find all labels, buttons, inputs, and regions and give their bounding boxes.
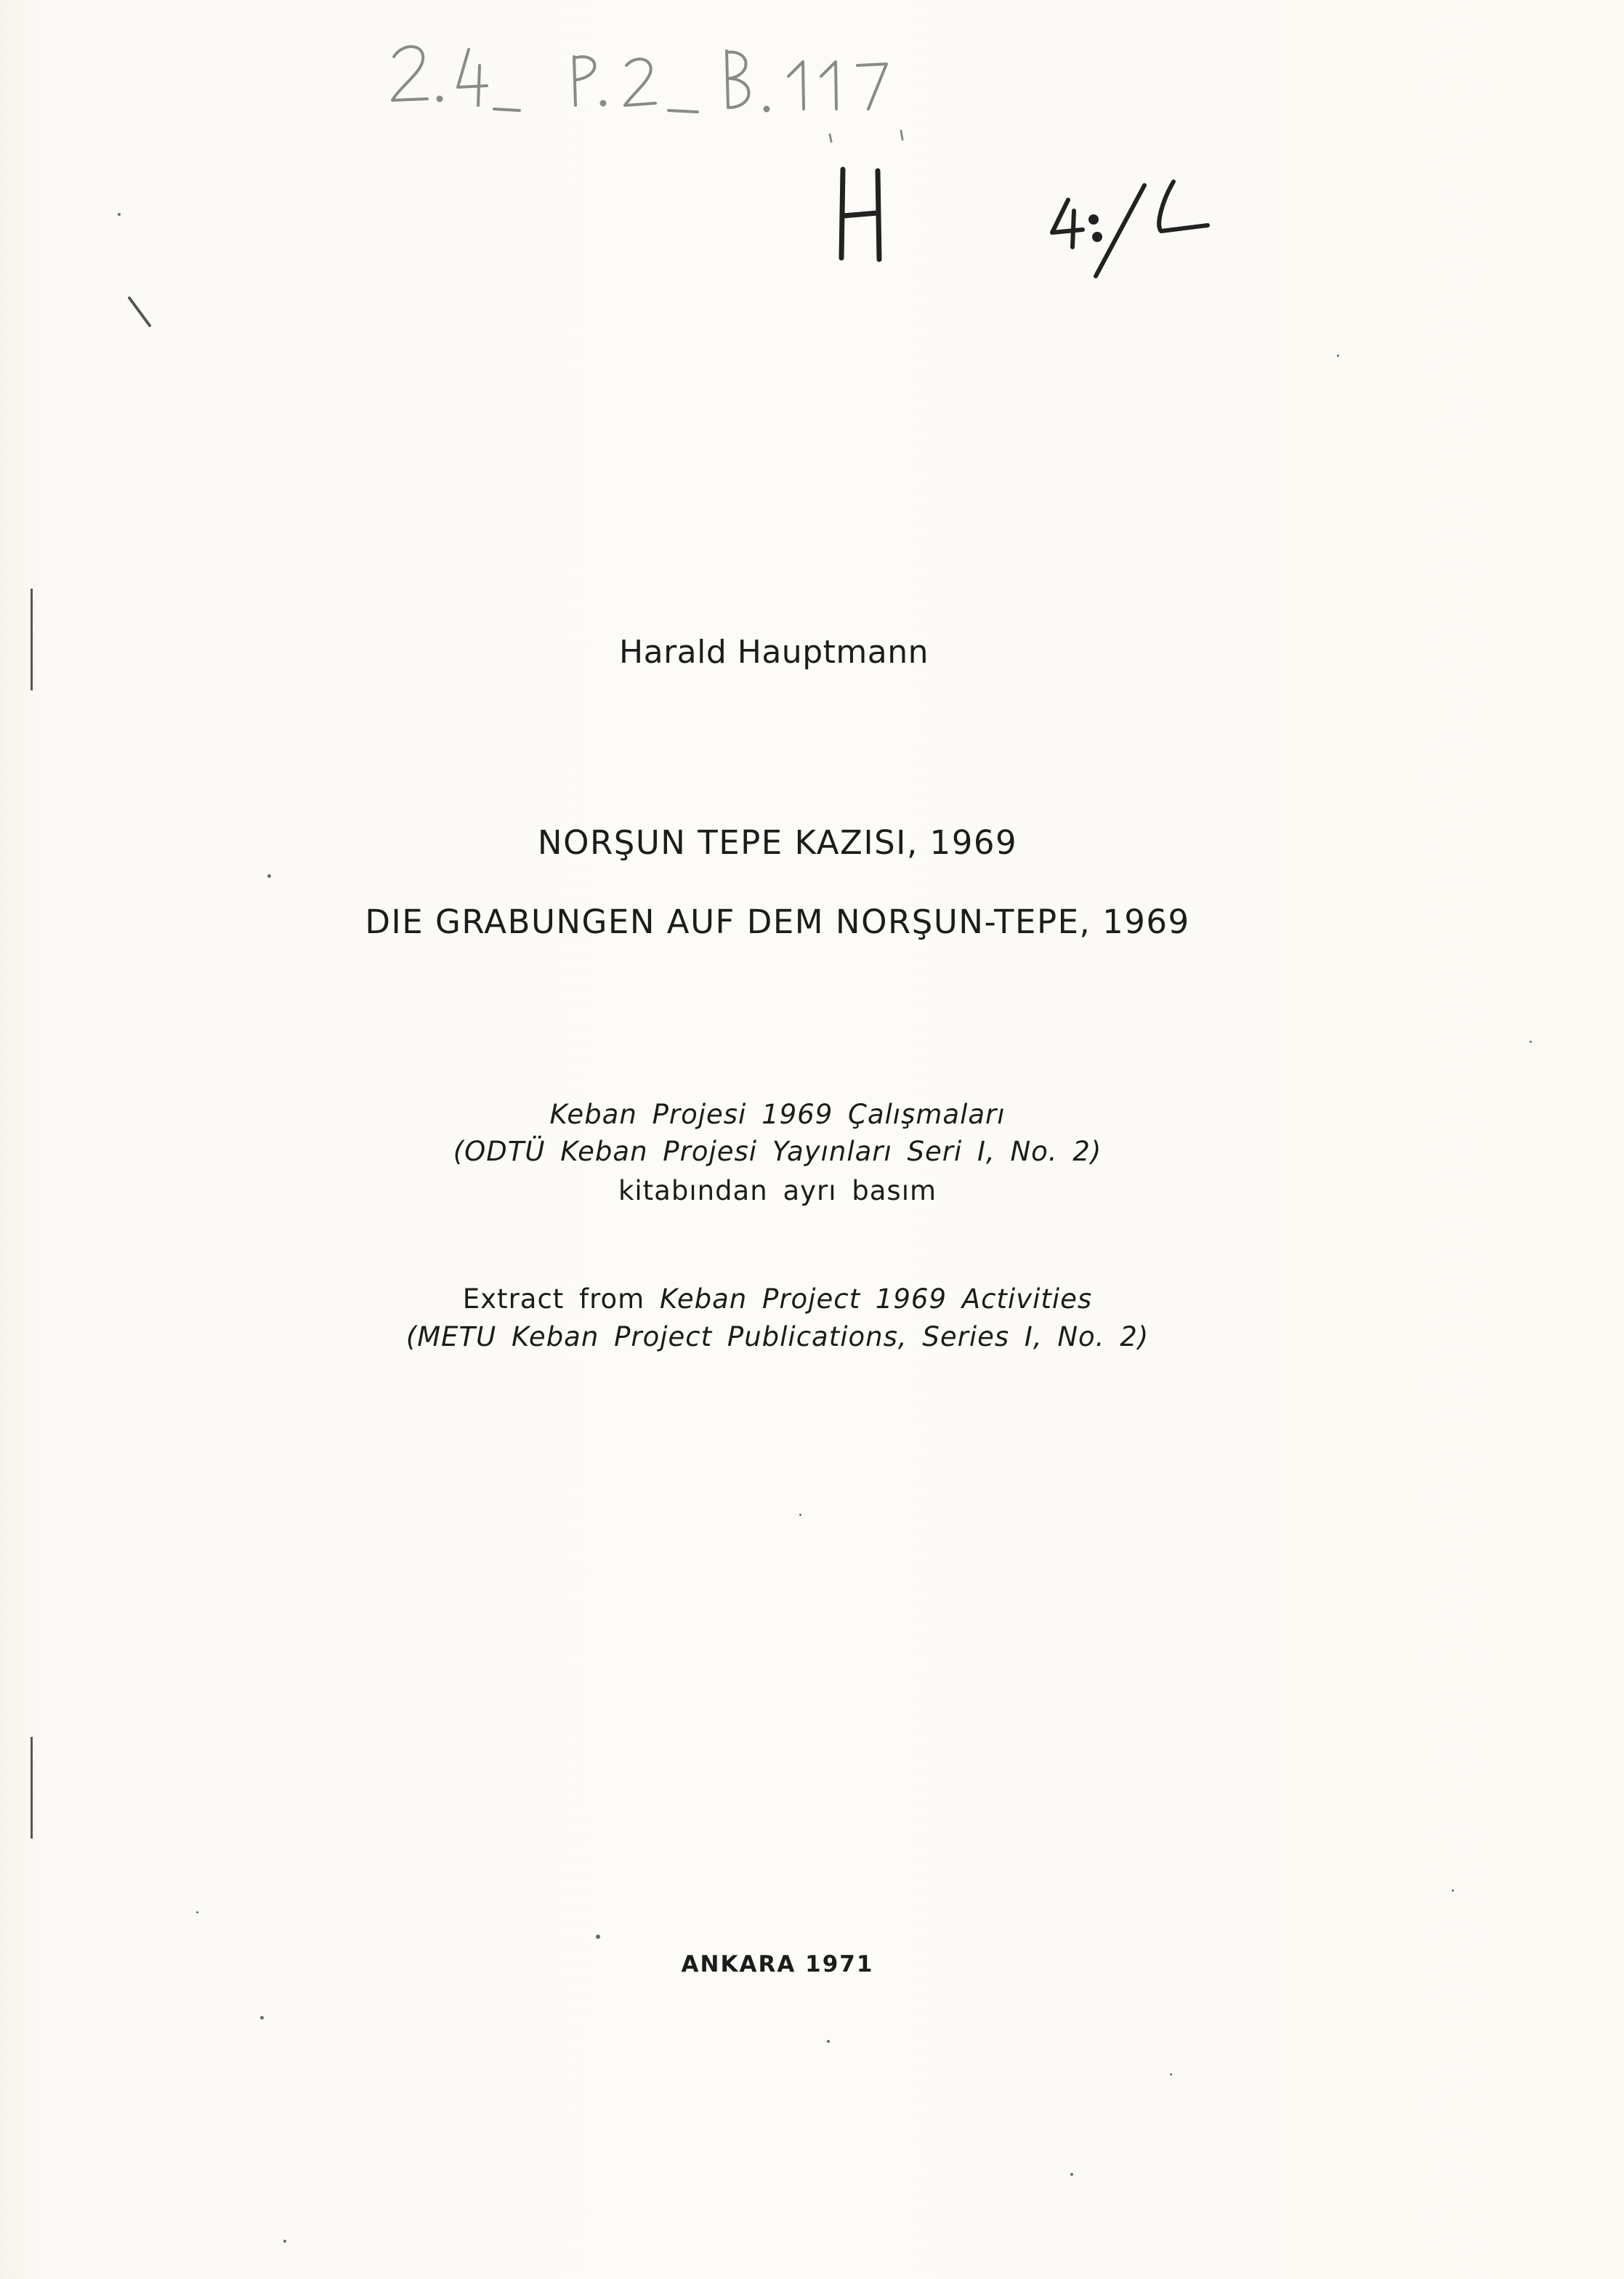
paper-speck bbox=[827, 2040, 830, 2043]
handwritten-letter-h bbox=[828, 164, 894, 265]
pencil-tick-mark bbox=[124, 291, 160, 334]
paper-speck bbox=[283, 2240, 286, 2243]
source-tr-line3: kitabından ayrı basım bbox=[618, 1175, 937, 1206]
paper-speck bbox=[1337, 355, 1339, 357]
author-name: Harald Hauptmann bbox=[619, 634, 929, 671]
paper-speck bbox=[596, 1935, 600, 1939]
source-en-line2: (METU Keban Project Publications, Series I, No. 2) bbox=[405, 1321, 1150, 1352]
source-en-prefix: Extract from bbox=[462, 1283, 660, 1315]
binding-mark-lower bbox=[31, 1737, 33, 1839]
paper-speck bbox=[1452, 1889, 1454, 1892]
paper-speck bbox=[1170, 2073, 1172, 2076]
paper-speck bbox=[1530, 1041, 1532, 1043]
paper-speck bbox=[799, 1514, 801, 1516]
binding-mark-upper bbox=[31, 589, 33, 690]
source-tr-line1: Keban Projesi 1969 Çalışmaları bbox=[549, 1099, 1006, 1130]
paper-speck bbox=[267, 874, 271, 878]
handwritten-catalog-number bbox=[385, 36, 1010, 145]
handwritten-fraction bbox=[1039, 167, 1228, 291]
place-and-year: ANKARA 1971 bbox=[681, 1951, 874, 1977]
paper-speck bbox=[196, 1911, 198, 1913]
paper-speck bbox=[260, 2016, 264, 2020]
title-turkish: NORŞUN TEPE KAZISI, 1969 bbox=[537, 823, 1018, 862]
paper-speck bbox=[1070, 2173, 1073, 2176]
paper-speck bbox=[118, 213, 121, 216]
title-german: DIE GRABUNGEN AUF DEM NORŞUN-TEPE, 1969 bbox=[365, 903, 1190, 941]
source-en-book-title: Keban Project 1969 Activities bbox=[659, 1283, 1093, 1315]
source-tr-line2: (ODTÜ Keban Projesi Yayınları Seri I, No. 2) bbox=[453, 1136, 1102, 1167]
source-en-line1 bbox=[160, 1283, 1395, 1315]
